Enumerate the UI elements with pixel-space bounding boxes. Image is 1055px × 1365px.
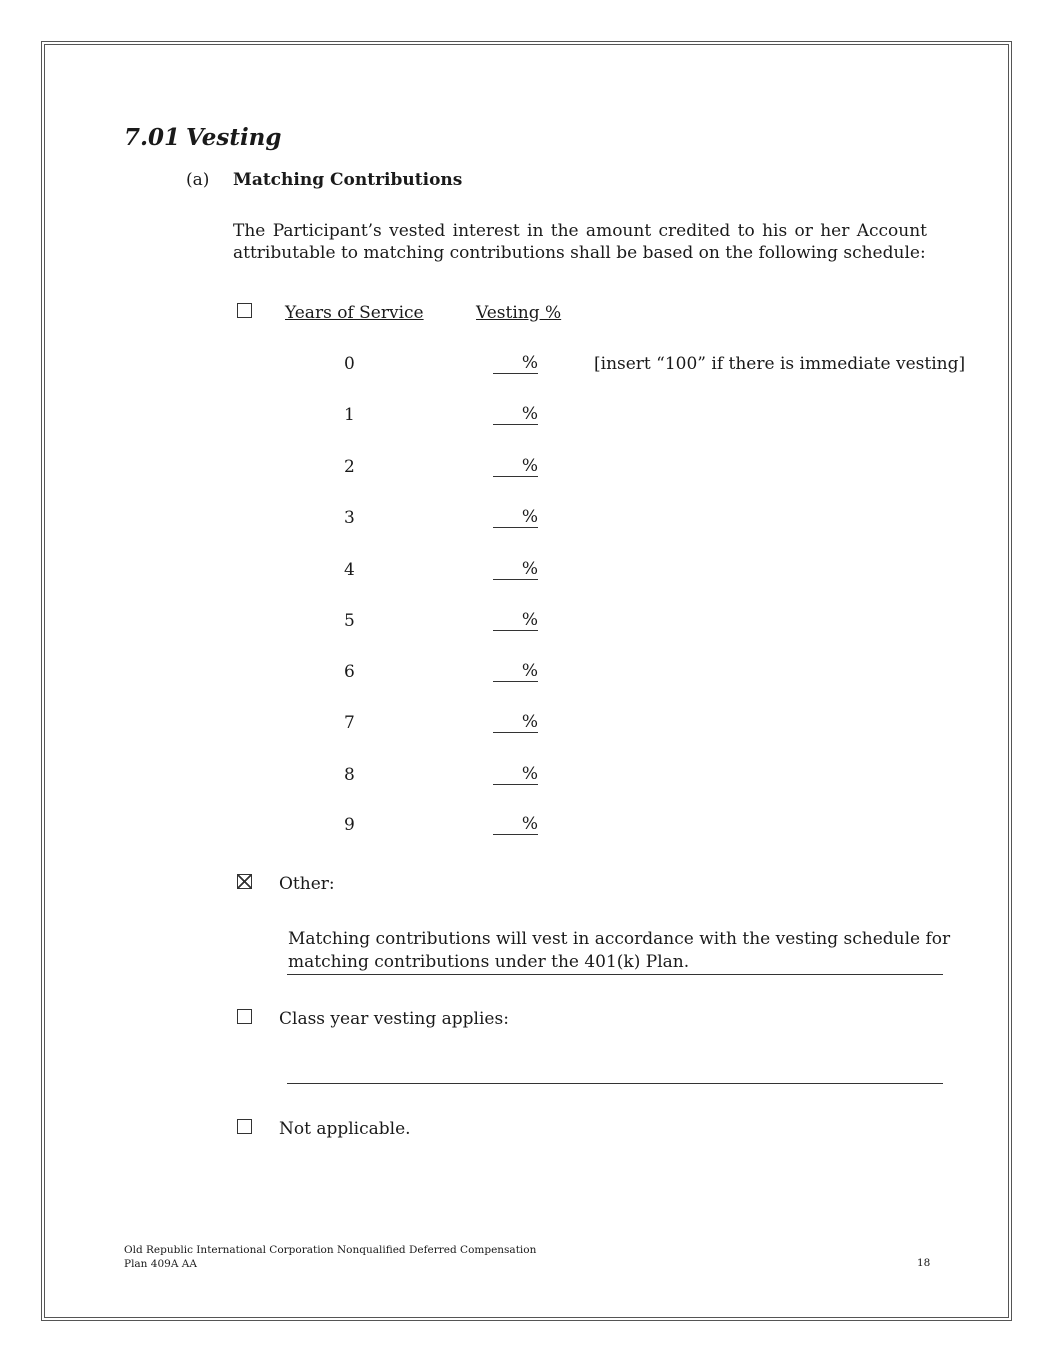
- immediate-vesting-note: [insert “100” if there is immediate vesting]: [594, 354, 966, 374]
- schedule-year: 5: [344, 611, 355, 631]
- schedule-year: 2: [344, 457, 355, 477]
- schedule-year: 1: [344, 405, 355, 425]
- footer-line-2: Plan 409A AA: [124, 1258, 197, 1270]
- schedule-year: 7: [344, 713, 355, 733]
- schedule-percent-field[interactable]: %: [493, 713, 538, 733]
- section-title: Vesting: [186, 124, 282, 151]
- other-text-underline: [287, 974, 943, 975]
- years-of-service-header: Years of Service: [285, 303, 424, 323]
- class-year-fill-line[interactable]: [287, 1083, 943, 1084]
- schedule-percent-field[interactable]: %: [493, 662, 538, 682]
- section-heading: [124, 124, 281, 151]
- schedule-percent-field[interactable]: %: [493, 560, 538, 580]
- intro-line-2: attributable to matching contributions shall be based on the following schedule:: [233, 243, 926, 263]
- not-applicable-label: Not applicable.: [279, 1119, 411, 1139]
- schedule-percent-field[interactable]: %: [493, 457, 538, 477]
- other-description-line-2: matching contributions under the 401(k) Plan.: [288, 952, 690, 972]
- schedule-year: 0: [344, 354, 355, 374]
- other-description-line-1: Matching contributions will vest in accordance with the vesting schedule for: [288, 929, 951, 949]
- subsection-title: Matching Contributions: [233, 170, 463, 190]
- footer-line-1: Old Republic International Corporation Nonqualified Deferred Compensation: [124, 1244, 537, 1256]
- intro-line-1: The Participant’s vested interest in the amount credited to his or her Account: [233, 221, 927, 241]
- subsection-label: (a): [186, 170, 210, 190]
- schedule-percent-field[interactable]: %: [493, 405, 538, 425]
- schedule-percent-field[interactable]: %: [493, 354, 538, 374]
- schedule-percent-field[interactable]: %: [493, 815, 538, 835]
- class-year-checkbox[interactable]: [237, 1009, 252, 1024]
- footer: [124, 1243, 536, 1271]
- schedule-year: 3: [344, 508, 355, 528]
- schedule-percent-field[interactable]: %: [493, 611, 538, 631]
- other-checkbox[interactable]: [237, 874, 252, 889]
- intro-paragraph: [233, 220, 927, 264]
- schedule-checkbox[interactable]: [237, 303, 252, 318]
- schedule-year: 6: [344, 662, 355, 682]
- schedule-year: 9: [344, 815, 355, 835]
- section-number: 7.01: [124, 124, 181, 151]
- schedule-year: 8: [344, 765, 355, 785]
- schedule-percent-field[interactable]: %: [493, 508, 538, 528]
- not-applicable-checkbox[interactable]: [237, 1119, 252, 1134]
- vesting-percent-header: Vesting %: [476, 303, 562, 323]
- other-label: Other:: [279, 874, 335, 894]
- other-description: [288, 928, 950, 974]
- schedule-year: 4: [344, 560, 355, 580]
- schedule-percent-field[interactable]: %: [493, 765, 538, 785]
- page-number: 18: [917, 1257, 931, 1269]
- class-year-label: Class year vesting applies:: [279, 1009, 509, 1029]
